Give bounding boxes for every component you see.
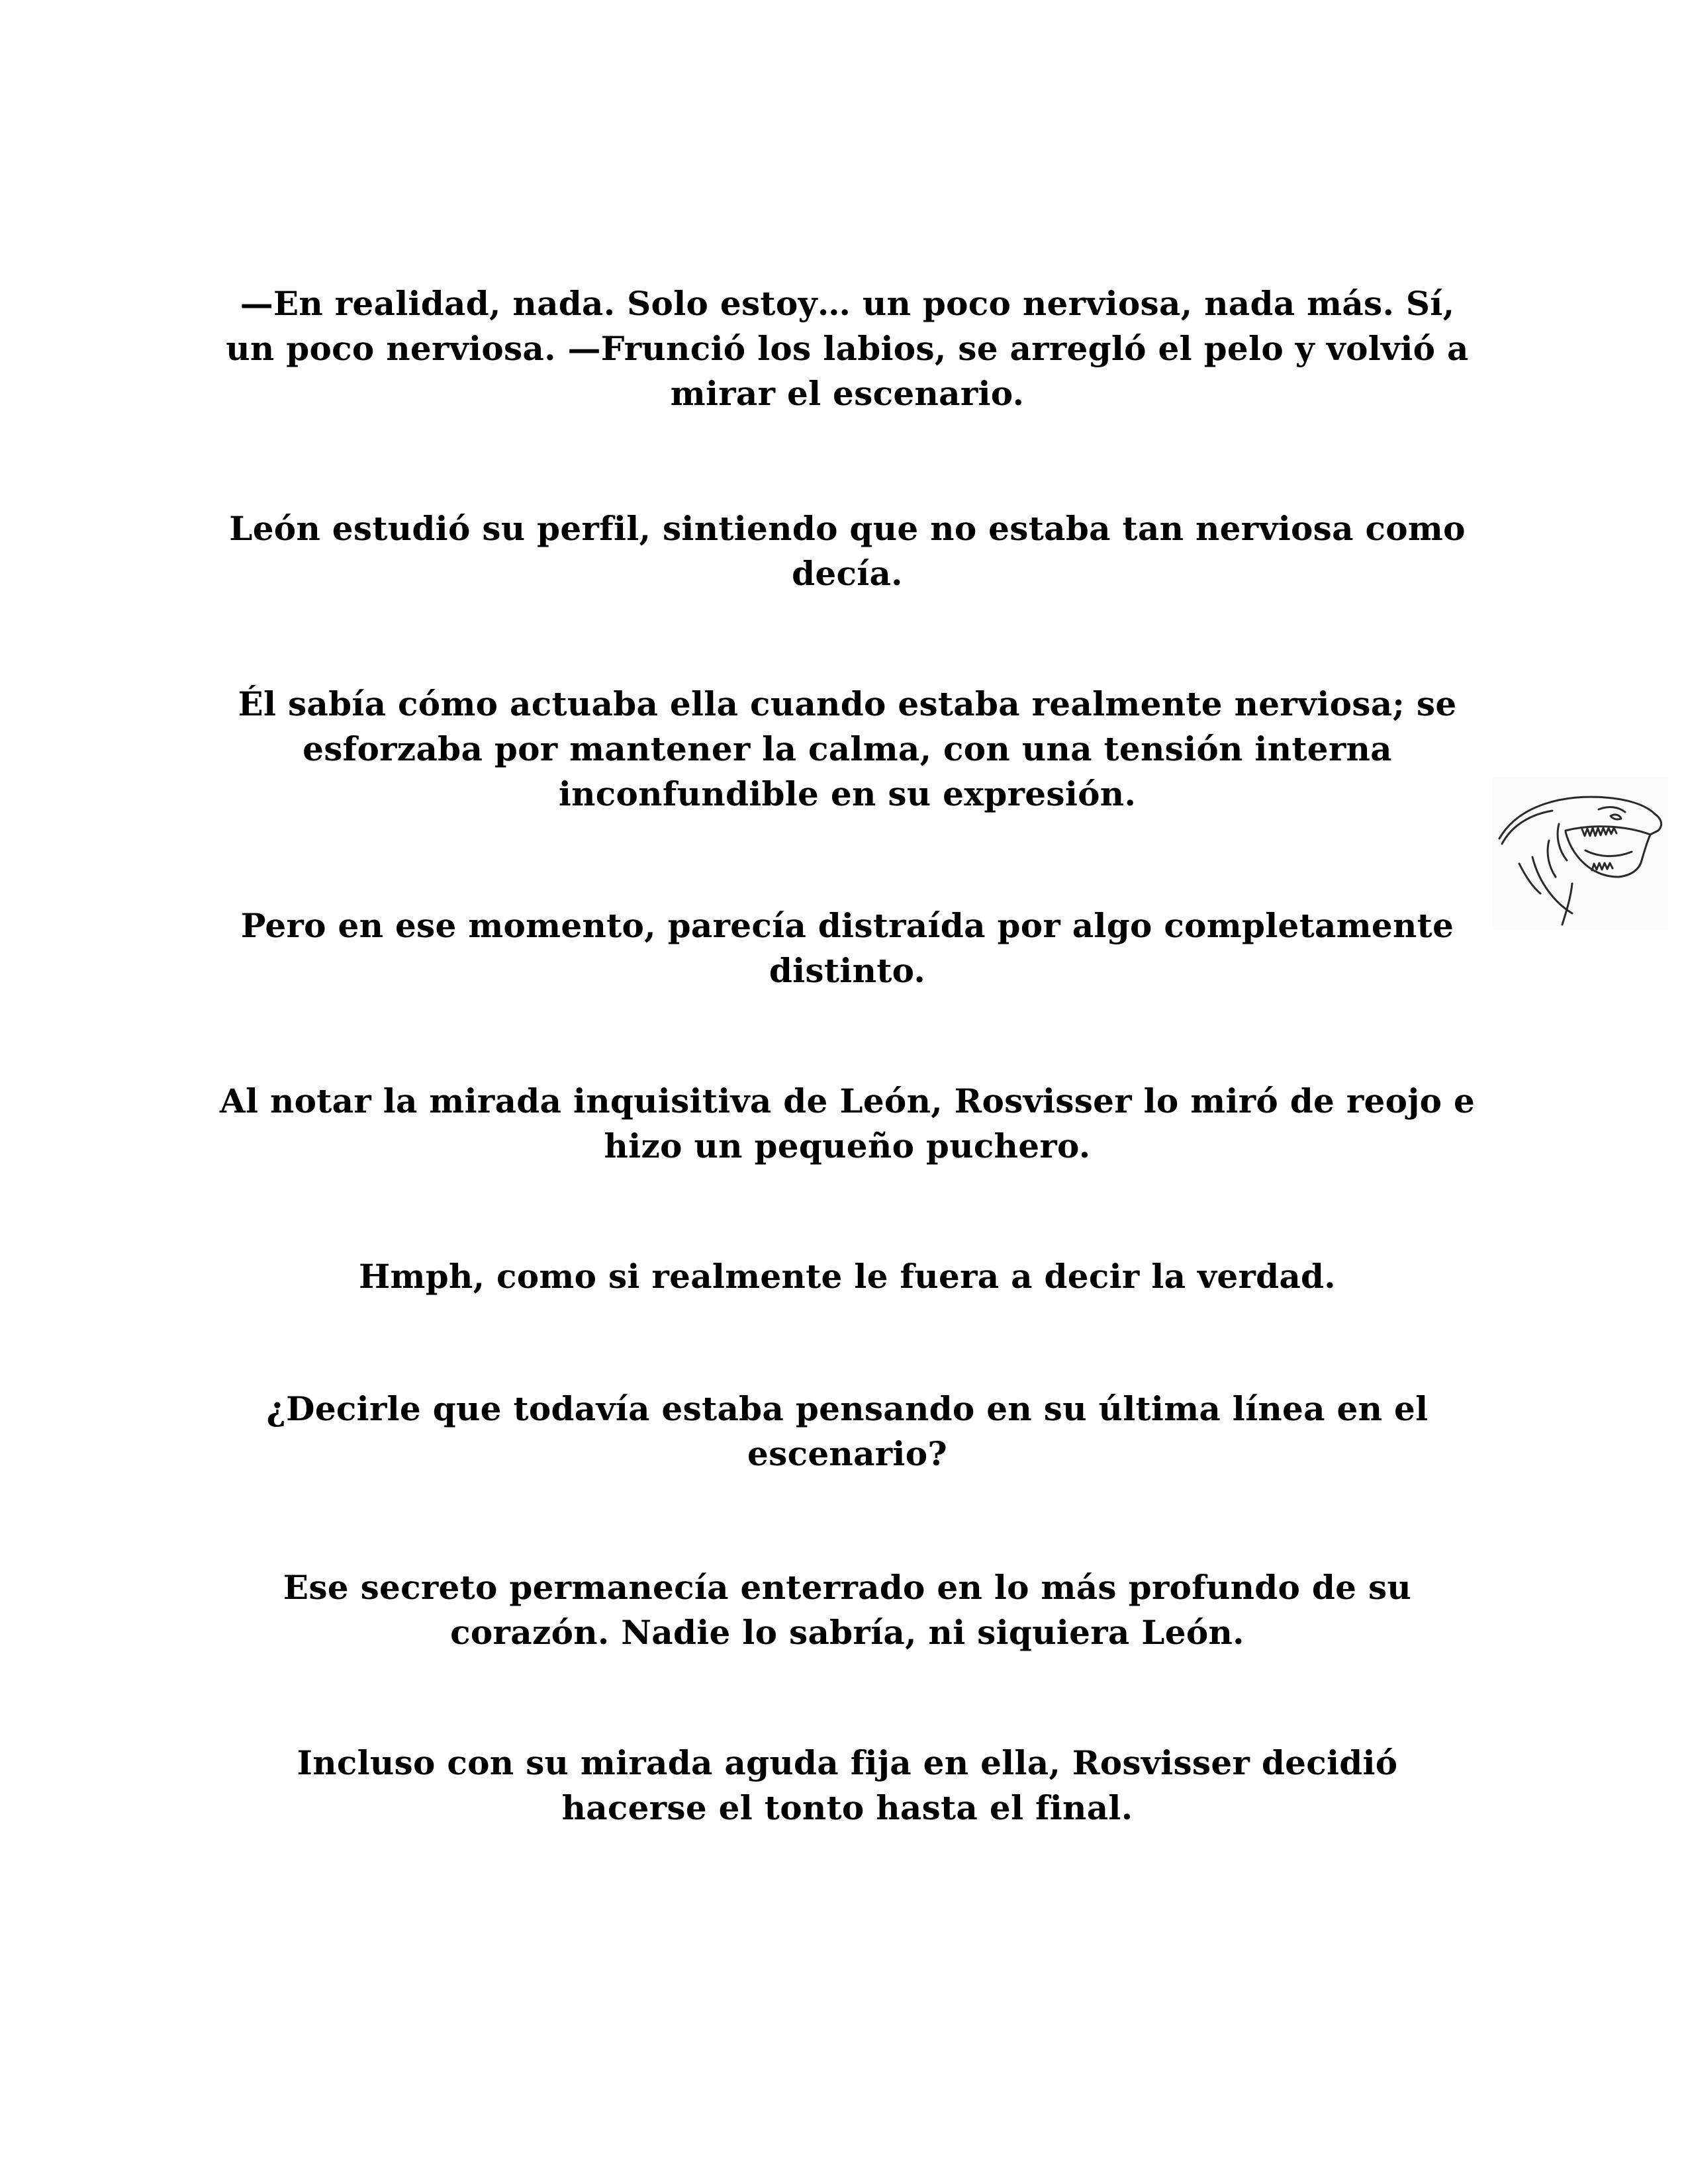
paragraph-4: Pero en ese momento, parecía distraída por algo completamente distinto. <box>240 906 1454 990</box>
paragraph-6: Hmph, como si realmente le fuera a decir la verdad. <box>358 1257 1336 1296</box>
paragraph-5: Al notar la mirada inquisitiva de León, Rosvisser lo miró de reojo e hizo un pequeño puchero. <box>219 1081 1476 1165</box>
paragraph-1: —En realidad, nada. Solo estoy… un poco nerviosa, nada más. Sí, un poco nerviosa. —Frunció los labios, se arregló el pelo y volvió a mirar el escenario. <box>226 284 1469 413</box>
paragraph-3: Él sabía cómo actuaba ella cuando estaba realmente nerviosa; se esforzaba por mantener la calma, con una tensión interna inconfundible en su expresión. <box>238 684 1457 813</box>
paragraph-7: ¿Decirle que todavía estaba pensando en su última línea en el escenario? <box>266 1389 1429 1473</box>
paragraph-9: Incluso con su mirada aguda fija en ella, Rosvisser decidió hacerse el tonto hasta el final. <box>297 1743 1398 1827</box>
dinosaur-head-sketch-icon <box>1493 778 1668 930</box>
paragraph-8: Ese secreto permanecía enterrado en lo más profundo de su corazón. Nadie lo sabría, ni siquiera León. <box>283 1568 1412 1652</box>
paragraph-2: León estudió su perfil, sintiendo que no estaba tan nerviosa como decía. <box>229 509 1466 593</box>
